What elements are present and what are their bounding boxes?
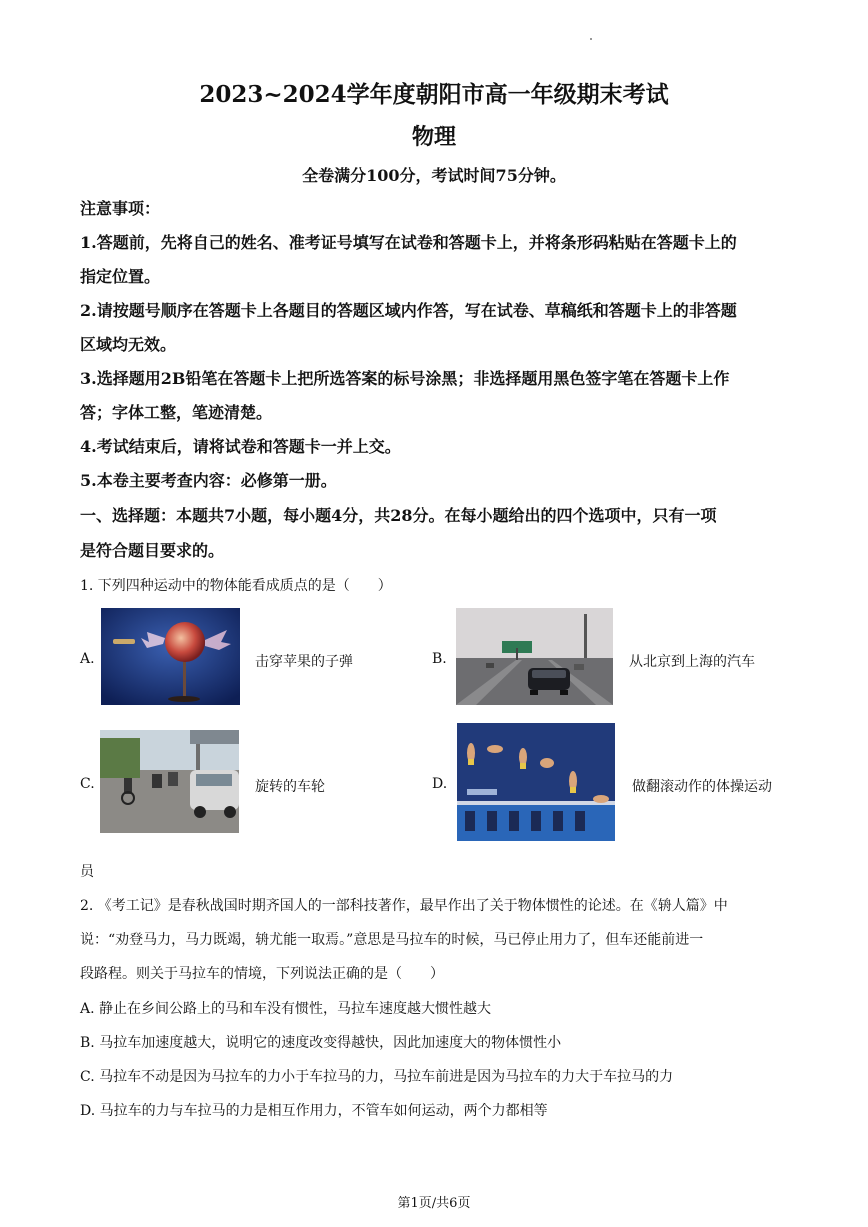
note-1-line-1: 1.答题前，先将自己的姓名、准考证号填写在试卷和答题卡上，并将条形码粘贴在答题卡上的 <box>80 233 737 252</box>
note-5: 5.本卷主要考查内容：必修第一册。 <box>80 471 337 490</box>
diving-sequence-image <box>457 723 615 841</box>
street-traffic-image <box>100 730 239 833</box>
note-2-line-2: 区域均无效。 <box>80 335 177 354</box>
note-4: 4.考试结束后，请将试卷和答题卡一并上交。 <box>80 437 401 456</box>
option-a-text: 击穿苹果的子弹 <box>255 654 353 670</box>
option-c-letter: C. <box>80 776 95 792</box>
question-2-line-1: 2. 《考工记》是春秋战国时期齐国人的一部科技著作，最早作出了关于物体惯性的论述。在《辀人篇》中 <box>80 898 728 914</box>
option-d-letter: D. <box>432 776 448 792</box>
bullet-apple-image <box>101 608 240 705</box>
page-number: 第1页/共6页 <box>397 1196 471 1211</box>
option-d-text: 做翻滚动作的体操运动 <box>632 779 772 795</box>
option-d-text-overflow: 员 <box>80 864 94 880</box>
option-b-letter: B. <box>432 651 447 667</box>
scan-dot <box>590 38 592 40</box>
exam-info: 全卷满分100分，考试时间75分钟。 <box>302 166 566 185</box>
option-a-letter: A. <box>80 651 95 667</box>
option-c-text: 旋转的车轮 <box>255 779 325 795</box>
section-1-line-2: 是符合题目要求的。 <box>80 541 225 560</box>
note-2-line-1: 2.请按题号顺序在答题卡上各题目的答题区域内作答，写在试卷、草稿纸和答题卡上的非答题 <box>80 301 737 320</box>
section-1-line-1: 一、选择题：本题共7小题，每小题4分，共28分。在每小题给出的四个选项中，只有一项 <box>80 506 717 525</box>
question-2-line-2: 说：“劝登马力，马力既竭，辀尤能一取焉。”意思是马拉车的时候，马已停止用力了，但车还能前进一 <box>80 932 704 948</box>
highway-car-image <box>456 608 613 705</box>
note-1-line-2: 指定位置。 <box>80 267 161 286</box>
question-2-option-b: B. 马拉车加速度越大，说明它的速度改变得越快，因此加速度大的物体惯性小 <box>80 1035 562 1051</box>
question-2-option-d: D. 马拉车的力与车拉马的力是相互作用力，不管车如何运动，两个力都相等 <box>80 1103 548 1119</box>
subject-title: 物理 <box>411 124 456 150</box>
option-b-text: 从北京到上海的汽车 <box>629 654 755 670</box>
question-1-stem: 1. 下列四种运动中的物体能看成质点的是（ ） <box>80 578 392 594</box>
question-2-option-a: A. 静止在乡间公路上的马和车没有惯性，马拉车速度越大惯性越大 <box>80 1001 492 1017</box>
question-2-option-c: C. 马拉车不动是因为马拉车的力小于车拉马的力，马拉车前进是因为马拉车的力大于车拉马的力 <box>80 1069 674 1085</box>
question-2-line-3: 段路程。则关于马拉车的情境，下列说法正确的是（ ） <box>80 966 444 982</box>
notes-heading: 注意事项： <box>80 199 161 218</box>
exam-title: 2023~2024学年度朝阳市高一年级期末考试 <box>199 81 669 108</box>
note-3-line-1: 3.选择题用2B铅笔在答题卡上把所选答案的标号涂黑；非选择题用黑色签字笔在答题卡上作 <box>80 369 730 388</box>
note-3-line-2: 答；字体工整，笔迹清楚。 <box>80 403 273 422</box>
